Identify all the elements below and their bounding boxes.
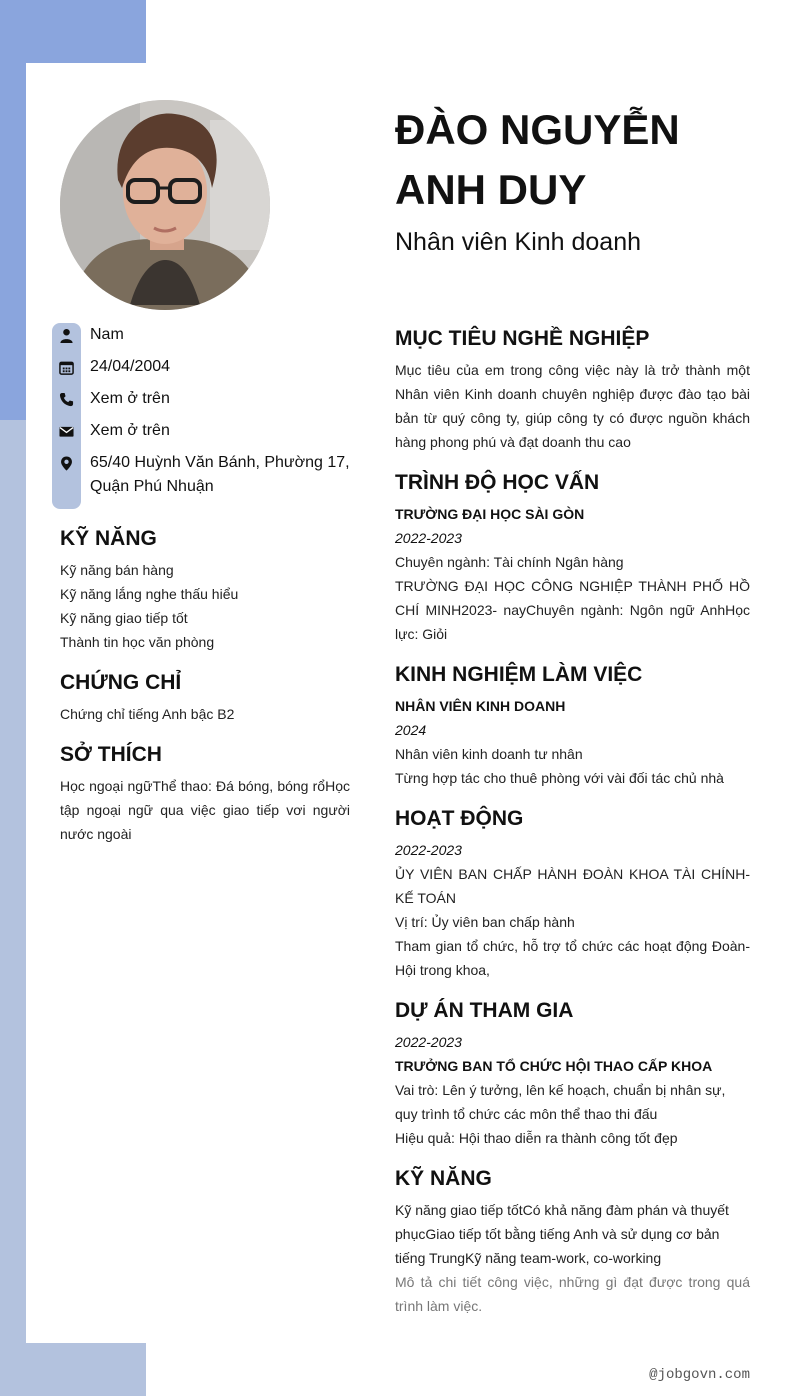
activities-title: HOẠT ĐỘNG [395,807,524,830]
projects-result: Hiệu quả: Hội thao diễn ra thành công tốt đẹp [395,1130,678,1146]
left-column [60,524,350,846]
contact-birthday [52,355,352,379]
certificates-title: CHỨNG CHỈ [60,671,182,694]
hobbies-title: SỞ THÍCH [60,743,162,766]
certificate-item: Chứng chỉ tiếng Anh bậc B2 [60,706,235,722]
profile-photo [60,100,270,310]
right-column [395,324,750,1318]
contact-birthday-text: 24/04/2004 [90,358,171,375]
avatar [60,100,270,310]
skill-item: Kỹ năng giao tiếp tốt [60,610,188,626]
contact-gender [52,323,352,347]
skill-item: Thành tin học văn phòng [60,634,215,650]
contact-list [52,323,352,507]
job-title: Nhân viên Kinh doanh [395,228,642,256]
activities-org: ỦY VIÊN BAN CHẤP HÀNH ĐOÀN KHOA TÀI CHÍNH-KẾ TOÁN [395,866,750,906]
experience-position: NHÂN VIÊN KINH DOANH [395,698,566,714]
contact-address [52,451,352,499]
projects-name: TRƯỞNG BAN TỔ CHỨC HỘI THAO CẤP KHOA [395,1058,713,1074]
contact-address-text: 65/40 Huỳnh Văn Bánh, Phường 17, Quận Phú Nhuận [90,454,350,495]
experience-line: Từng hợp tác cho thuê phòng với vài đối tác chủ nhà [395,770,724,786]
education-major: Chuyên ngành: Tài chính Ngân hàng [395,554,624,570]
education-period: 2022-2023 [395,530,462,546]
experience-title: KINH NGHIỆM LÀM VIỆC [395,663,643,686]
phone-icon [52,387,81,411]
skills-left-title: KỸ NĂNG [60,527,157,550]
projects-role: Vai trò: Lên ý tưởng, lên kế hoạch, chuẩn bị nhân sự, quy trình tổ chức các môn thể thao thi đấu [395,1082,726,1122]
education-extra: TRƯỜNG ĐẠI HỌC CÔNG NGHIỆP THÀNH PHỐ HỒ CHÍ MINH2023- nayChuyên ngành: Ngôn ngữ AnhHọc lực: Giỏi [395,578,750,642]
skill-item: Kỹ năng lắng nghe thấu hiểu [60,586,239,602]
location-pin-icon [52,451,81,475]
calendar-icon [52,355,81,379]
candidate-name: ĐÀO NGUYỄN ANH DUY [395,106,680,213]
objective-title: MỤC TIÊU NGHỀ NGHIỆP [395,327,650,350]
education-school: TRƯỜNG ĐẠI HỌC SÀI GÒN [395,506,585,522]
skill-item: Kỹ năng bán hàng [60,562,174,578]
user-icon [52,323,81,347]
hobbies-text: Học ngoại ngữThể thao: Đá bóng, bóng rổHọc tập ngoại ngữ qua việc giao tiếp vơi người nước ngoài [60,778,350,842]
contact-email-text: Xem ở trên [90,422,170,439]
skills-right-text: Kỹ năng giao tiếp tốtCó khả năng đàm phán và thuyết phụcGiao tiếp tốt bằng tiếng Anh và sử dụng cơ bản tiếng TrungKỹ năng team-work, co-working [395,1202,729,1266]
activities-role: Vị trí: Ủy viên ban chấp hành [395,914,575,930]
projects-title: DỰ ÁN THAM GIA [395,999,574,1022]
contact-phone-text: Xem ở trên [90,390,170,407]
experience-period: 2024 [395,722,427,738]
skills-right-note: Mô tả chi tiết công việc, những gì đạt được trong quá trình làm việc. [395,1274,750,1314]
contact-phone [52,387,352,411]
contact-email [52,419,352,443]
email-icon [52,419,81,443]
skills-right-title: KỸ NĂNG [395,1167,492,1190]
footer-watermark: @jobgovn.com [649,1367,750,1383]
activities-desc: Tham gian tổ chức, hỗ trợ tổ chức các hoạt động Đoàn-Hội trong khoa, [395,938,750,978]
experience-line: Nhân viên kinh doanh tư nhân [395,746,583,762]
objective-text: Mục tiêu của em trong công việc này là trở thành một Nhân viên Kinh doanh chuyên nghiệp được đào tạo bài bản từ quý công ty, giúp công ty có được nguồn khách hàng phong phú và đạt doanh thu cao [395,362,750,450]
projects-period: 2022-2023 [395,1034,462,1050]
activities-period: 2022-2023 [395,842,462,858]
contact-gender-text: Nam [90,326,124,343]
education-title: TRÌNH ĐỘ HỌC VẤN [395,471,600,494]
